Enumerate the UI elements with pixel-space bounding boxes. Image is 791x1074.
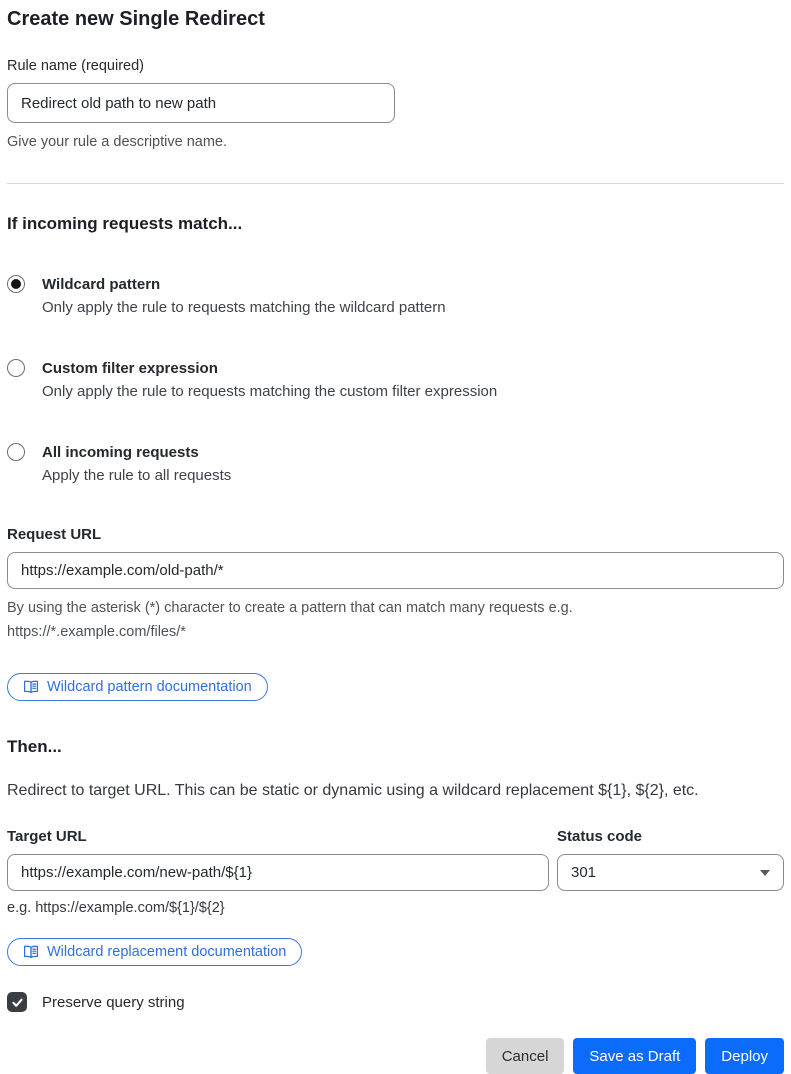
radio-option-label: Custom filter expression [42, 360, 218, 377]
status-code-value: 301 [571, 864, 597, 881]
status-code-field [557, 828, 784, 891]
radio-button-icon[interactable] [7, 275, 25, 293]
doc-button-label: Wildcard replacement documentation [47, 944, 287, 960]
page-title: Create new Single Redirect [7, 8, 265, 30]
section-divider [7, 183, 784, 184]
request-url-input[interactable] [7, 552, 784, 589]
preserve-query-checkbox-row[interactable] [7, 992, 784, 1012]
radio-option-wildcard-pattern[interactable] [7, 274, 784, 320]
match-type-radio-group [7, 274, 784, 488]
target-url-input[interactable] [7, 854, 549, 891]
radio-button-icon[interactable] [7, 443, 25, 461]
status-code-label: Status code [557, 828, 643, 845]
checkbox-checked-icon[interactable] [7, 992, 27, 1012]
request-url-label: Request URL [7, 526, 102, 543]
radio-option-description: Apply the rule to all requests [42, 467, 232, 484]
request-url-helper [7, 596, 784, 644]
rule-name-field [7, 58, 784, 154]
doc-button-label: Wildcard pattern documentation [47, 679, 252, 695]
request-url-helper-line1: By using the asterisk (*) character to create a pattern that can match many requests e.g. [7, 600, 573, 616]
chevron-down-icon [760, 870, 770, 876]
rule-name-input[interactable] [7, 83, 395, 123]
target-and-status-row [7, 828, 784, 891]
target-url-helper: e.g. https://example.com/${1}/${2} [7, 900, 225, 916]
target-url-field [7, 828, 549, 891]
then-section-description: Redirect to target URL. This can be static or dynamic using a wildcard replacement ${1}, ${2}, etc. [7, 782, 699, 799]
save-as-draft-button[interactable]: Save as Draft [573, 1038, 696, 1074]
open-book-icon [23, 679, 39, 695]
target-url-label: Target URL [7, 828, 87, 845]
match-section-heading: If incoming requests match... [7, 214, 243, 233]
radio-option-label: Wildcard pattern [42, 276, 161, 293]
radio-option-custom-filter[interactable] [7, 358, 784, 404]
request-url-helper-line2: https://*.example.com/files/* [7, 624, 186, 640]
radio-option-label: All incoming requests [42, 444, 199, 461]
cancel-button[interactable]: Cancel [486, 1038, 565, 1074]
status-code-select[interactable] [557, 854, 784, 891]
wildcard-replacement-doc-button[interactable] [7, 938, 302, 966]
then-section-heading: Then... [7, 737, 62, 756]
radio-option-description: Only apply the rule to requests matching the wildcard pattern [42, 299, 446, 316]
open-book-icon [23, 944, 39, 960]
footer-actions [7, 1038, 784, 1074]
radio-button-icon[interactable] [7, 359, 25, 377]
rule-name-label: Rule name (required) [7, 58, 145, 74]
rule-name-helper: Give your rule a descriptive name. [7, 134, 228, 150]
request-url-field [7, 526, 784, 701]
radio-option-all-requests[interactable] [7, 442, 784, 488]
wildcard-pattern-doc-button[interactable] [7, 673, 268, 701]
preserve-query-label: Preserve query string [42, 993, 185, 1011]
deploy-button[interactable]: Deploy [705, 1038, 784, 1074]
radio-option-description: Only apply the rule to requests matching the custom filter expression [42, 383, 498, 400]
